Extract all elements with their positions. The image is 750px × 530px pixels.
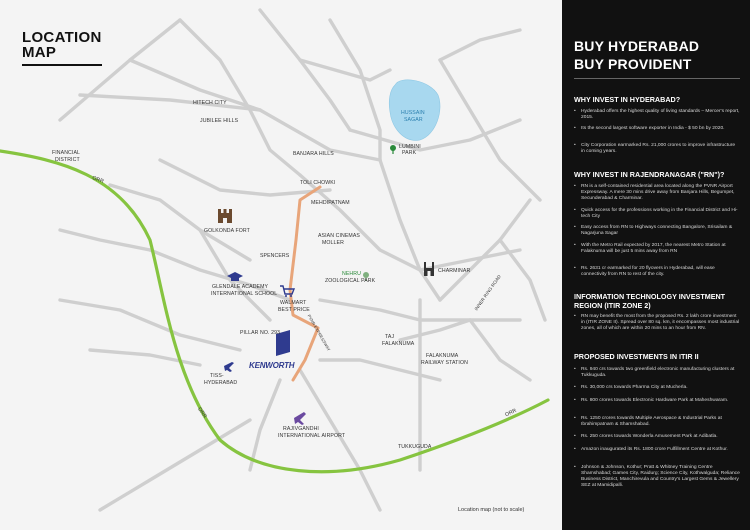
panel-title-line-1: BUY HYDERABAD xyxy=(574,38,700,54)
list-item: • Its the second largest software exporter in India - $ 50 bn by 2020. xyxy=(574,126,725,131)
label-falaknuma-station-1: FALAKNUMA xyxy=(426,353,459,359)
list-item: • Hyderabad offers the highest quality of living standards – Mercer's report, 2015. xyxy=(574,109,740,121)
label-tiss-2: HYDERABAD xyxy=(204,380,238,386)
label-taj-1: TAJ xyxy=(385,334,395,340)
label-jubilee-hills: JUBILEE HILLS xyxy=(200,118,239,124)
label-pillar-293: PILLAR NO. 293 xyxy=(240,330,281,336)
airplane-icon-tiss xyxy=(224,362,234,372)
label-hussain-sagar-2: SAGAR xyxy=(404,117,423,123)
label-toli-chowki: TOLI CHOWKI xyxy=(300,180,336,186)
list-item: • Amazon inaugurated its Rs. 1800 crore Fulfillment Centre at Kothur. xyxy=(574,447,728,452)
label-inner-ring-road: INNER RING ROAD xyxy=(473,273,502,312)
label-walmart-1: WALMART xyxy=(280,300,307,306)
label-mehdipatnam: MEHDIPATNAM xyxy=(311,200,350,206)
label-pvnr-expressway: PVNR EXPRESSWAY xyxy=(306,313,332,352)
list-item: • Johnson & Johnson, Kothur; Pratt & Whitney Training Centre Shamshabad; Games City, Raidurg; Science City, Kothwalguda; Reliance Business District, Manchirevula and Country's Largest Gems & Jewellery SEZ at Mamidipalli. xyxy=(574,465,740,489)
title-line-1: LOCATION xyxy=(22,29,102,46)
list-item: • City Corporation earmarked Rs. 21,000 crores to improve infrastructure in coming years. xyxy=(574,143,736,155)
info-panel xyxy=(562,0,750,530)
label-nehru-1: NEHRU xyxy=(342,271,361,277)
label-tiss-1: TISS- xyxy=(210,373,224,379)
label-financial-district-1: FINANCIAL xyxy=(52,150,80,156)
section-title: WHY INVEST IN HYDERABAD? xyxy=(574,95,681,104)
label-asian-cinemas-2: MOLLER xyxy=(322,240,344,246)
title-line-2: MAP xyxy=(22,44,57,61)
label-tukkuguda: TUKKUGUDA xyxy=(398,444,432,450)
label-glendale-1: GLENDALE ACADEMY xyxy=(212,284,269,290)
list-item: • Rs. 2631 cr earmarked for 20 flyovers in Hyderabad, will ease connectivity from RN to rest of the city. xyxy=(574,266,715,278)
pvnr-expressway xyxy=(290,187,320,380)
label-asian-cinemas-1: ASIAN CINEMAS xyxy=(318,233,360,239)
label-taj-2: FALAKNUMA xyxy=(382,341,415,347)
section-title: INFORMATION TECHNOLOGY INVESTMENT REGION (ITIR ZONE 2) xyxy=(574,292,726,310)
panel-divider xyxy=(574,78,740,79)
map-scale-note: Location map (not to scale) xyxy=(458,507,525,513)
charminar-icon xyxy=(424,262,434,276)
kenworth-project-label[interactable]: KENWORTH xyxy=(249,361,295,370)
label-charminar: CHARMINAR xyxy=(438,268,471,274)
section-title: PROPOSED INVESTMENTS IN ITIR II xyxy=(574,352,699,361)
list-item: • Quick access for the professions working in the Financial District and Hi-tech City xyxy=(574,208,738,220)
label-glendale-2: INTERNATIONAL SCHOOL xyxy=(211,291,278,297)
fort-icon xyxy=(218,209,232,223)
label-golkonda-fort: GOLKONDA FORT xyxy=(204,228,250,234)
list-item: • Easy access from RN to Highways connecting Bangalore, Srisailam & Nagarjuna Sagar xyxy=(574,225,733,237)
label-orr-2: ORR xyxy=(196,406,208,420)
label-hussain-sagar-1: HUSSAIN xyxy=(401,110,425,116)
list-item: • Rs. 940 crs towards two greenfield electronic manufacturing clusters at Tukkuguda. xyxy=(574,367,735,379)
label-hitech-city: HITECH CITY xyxy=(193,100,227,106)
label-orr-1: ORR xyxy=(91,175,105,185)
label-financial-district-2: DISTRICT xyxy=(55,157,80,163)
label-lumbini-2: PARK xyxy=(402,150,417,156)
title-underline xyxy=(22,64,102,66)
label-banjara-hills: BANJARA HILLS xyxy=(293,151,334,157)
list-item: • Rs. 30,000 crs towards Pharma City at Mucherla. xyxy=(574,385,688,390)
label-rgia-2: INTERNATIONAL AIRPORT xyxy=(278,433,346,439)
label-orr-3: ORR xyxy=(504,407,518,419)
label-falaknuma-station-2: RAILWAY STATION xyxy=(421,360,468,366)
label-nehru-2: ZOOLOGICAL PARK xyxy=(325,278,376,284)
list-item: • RN may benefit the most from the proposed Rs. 2 lakh crore investment in (ITIR ZONE II). Spread over 80 sq. km, it encompasses most industrial zones, all of which are within 20 mins to an hour from RN. xyxy=(574,314,740,332)
list-item: • Rs. 1250 crores towards Multiple Aerospace & Industrial Parks at Ibrahimpatnam & Shamshabad. xyxy=(574,416,722,428)
orr-road xyxy=(0,151,548,472)
location-map-title xyxy=(22,30,102,60)
list-item: • Rs. 250 crores towards Wonderla Amusement Park at Adibatla. xyxy=(574,434,718,439)
list-item: • Rs. 800 crores towards Electronic Hardware Park at Maheshwaram. xyxy=(574,398,729,403)
label-lumbini-1: LUMBINI xyxy=(399,144,421,150)
tree-icon-lumbini xyxy=(390,145,396,154)
panel-title xyxy=(574,37,699,73)
list-item: • With the Metro Rail expected by 2017, the nearest Metro Station at Falaknuma will be just 5 mins away from RN xyxy=(574,243,726,255)
list-item: • RN is a self-contained residential area located along the PVNR Airport Expressway. A mere 30 mins drive away from Banjara Hills, Begumpet, Secunderabad & Charminar. xyxy=(574,184,735,202)
section-title: WHY INVEST IN RAJENDRANAGAR ("RN")? xyxy=(574,170,725,179)
airplane-icon xyxy=(294,412,306,425)
label-walmart-2: BEST PRICE xyxy=(278,307,310,313)
label-rgia-1: RAJIVGANDHI xyxy=(283,426,319,432)
label-spencers: SPENCERS xyxy=(260,253,290,259)
panel-title-line-2: BUY PROVIDENT xyxy=(574,56,692,72)
